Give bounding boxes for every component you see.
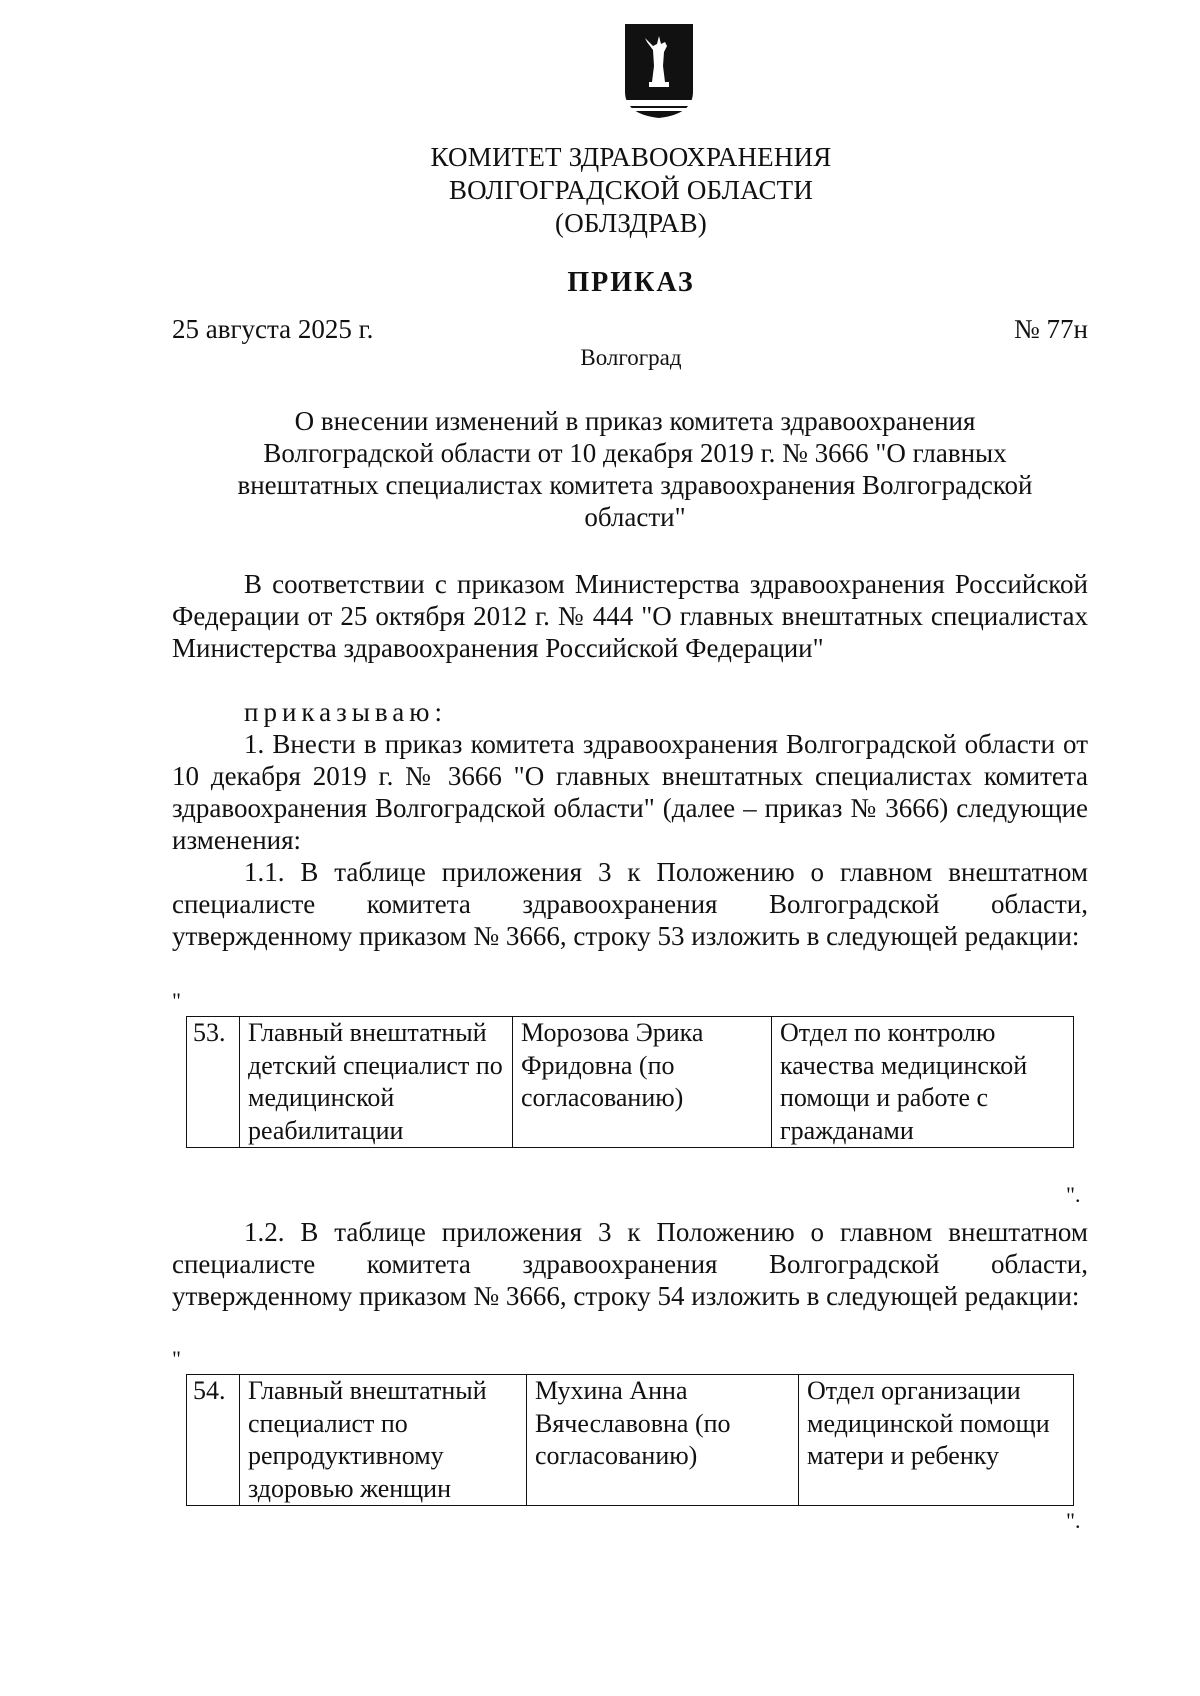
org-name-line-2: ВОЛГОГРАДСКОЙ ОБЛАСТИ xyxy=(448,175,814,205)
table-row xyxy=(187,1017,1074,1148)
amendment-table-row-53 xyxy=(186,1016,1074,1148)
person-cell: Морозова Эрика Фридовна (по согласованию) xyxy=(513,1017,772,1148)
order-word-text: приказываю: xyxy=(244,697,447,727)
position-cell: Главный внештатный детский специалист по медицинской реабилитации xyxy=(240,1017,513,1148)
row-number-cell: 54. xyxy=(187,1375,240,1506)
table2-open-quote: " xyxy=(172,1346,181,1371)
order-subject: О внесении изменений в приказ комитета здравоохранения Волгоградской области от 10 декабря 2019 г. № 3666 "О главных внештатных специалистах комитета здравоохранения Волгоградской области" xyxy=(237,406,1033,532)
item-1-paragraph: 1. Внести в приказ комитета здравоохранения Волгоградской области от 10 декабря 2019 г. № 3666 "О главных внештатных специалистах комитета здравоохранения Волгоградской области" (далее – приказ № 3666) следующие изменения: xyxy=(172,729,1088,855)
volgograd-coat-of-arms-icon xyxy=(623,22,695,120)
order-date: 25 августа 2025 г. xyxy=(172,314,374,344)
row-number-cell: 53. xyxy=(187,1017,240,1148)
position-cell: Главный внештатный специалист по репродуктивному здоровью женщин xyxy=(240,1375,527,1506)
table-row xyxy=(187,1375,1074,1506)
department-cell: Отдел организации медицинской помощи матери и ребенку xyxy=(799,1375,1074,1506)
preamble-paragraph: В соответствии с приказом Министерства здравоохранения Российской Федерации от 25 октября 2012 г. № 444 "О главных внештатных специалистах Министерства здравоохранения Российской Федерации" xyxy=(172,569,1088,663)
department-cell: Отдел по контролю качества медицинской помощи и работе с гражданами xyxy=(772,1017,1074,1148)
order-word xyxy=(172,696,1088,728)
person-cell: Мухина Анна Вячеславовна (по согласованию) xyxy=(527,1375,799,1506)
document-type-title: ПРИКАЗ xyxy=(567,267,695,298)
org-name-line-1: КОМИТЕТ ЗДРАВООХРАНЕНИЯ xyxy=(430,142,832,172)
table1-close-quote: ". xyxy=(1066,1182,1081,1207)
order-number: № 77н xyxy=(1014,314,1088,344)
table1-open-quote: " xyxy=(172,988,181,1013)
org-name-line-3: (ОБЛЗДРАВ) xyxy=(555,208,707,238)
city-name: Волгоград xyxy=(580,345,682,370)
table2-close-quote: ". xyxy=(1066,1508,1081,1533)
item-1-1-paragraph: 1.1. В таблице приложения 3 к Положению о главном внештатном специалисте комитета здравоохранения Волгоградской области, утвержденному приказом № 3666, строку 53 изложить в следующей редакции: xyxy=(172,857,1088,951)
amendment-table-row-54 xyxy=(186,1374,1074,1506)
item-1-2-paragraph: 1.2. В таблице приложения 3 к Положению о главном внештатном специалисте комитета здравоохранения Волгоградской области, утвержденному приказом № 3666, строку 54 изложить в следующей редакции: xyxy=(172,1217,1088,1311)
